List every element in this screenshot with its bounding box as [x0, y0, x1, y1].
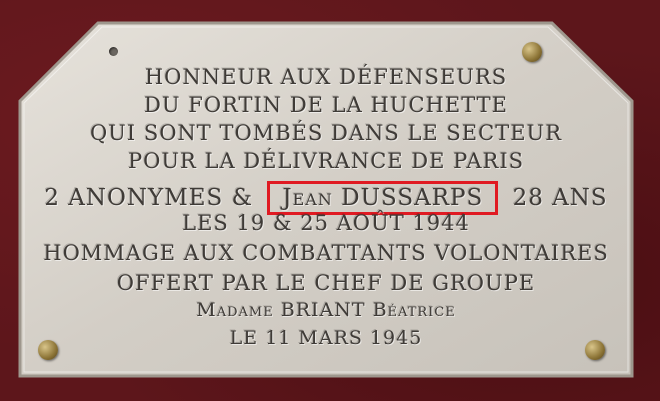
- age-text: 28 ANS: [512, 185, 608, 211]
- inscription-line-3: QUI SONT TOMBÉS DANS LE SECTEUR: [89, 121, 563, 145]
- top-right-bolt-icon: [522, 42, 542, 62]
- inscription-line-8: OFFERT PAR LE CHEF DE GROUPE: [116, 271, 536, 295]
- plaque-drill-hole: [109, 47, 118, 56]
- inscription-line-1: HONNEUR AUX DÉFENSEURS: [144, 65, 508, 89]
- inscription-line-5: [18, 181, 634, 215]
- memorial-plaque: [18, 21, 634, 378]
- inscription-line-7: HOMMAGE AUX COMBATTANTS VOLONTAIRES: [43, 241, 609, 265]
- highlighted-name: Jean DUSSARPS: [267, 181, 498, 215]
- inscription-line-10: LE 11 MARS 1945: [229, 327, 423, 349]
- inscription-line-2: DU FORTIN DE LA HUCHETTE: [144, 93, 508, 117]
- inscription-line-4: POUR LA DÉLIVRANCE DE PARIS: [127, 149, 525, 173]
- inscription-line-6: LES 19 & 25 AOÛT 1944: [182, 211, 470, 235]
- inscription-line-9: Madame BRIANT Béatrice: [196, 299, 456, 321]
- anonymes-text: 2 ANONYMES &: [44, 185, 254, 211]
